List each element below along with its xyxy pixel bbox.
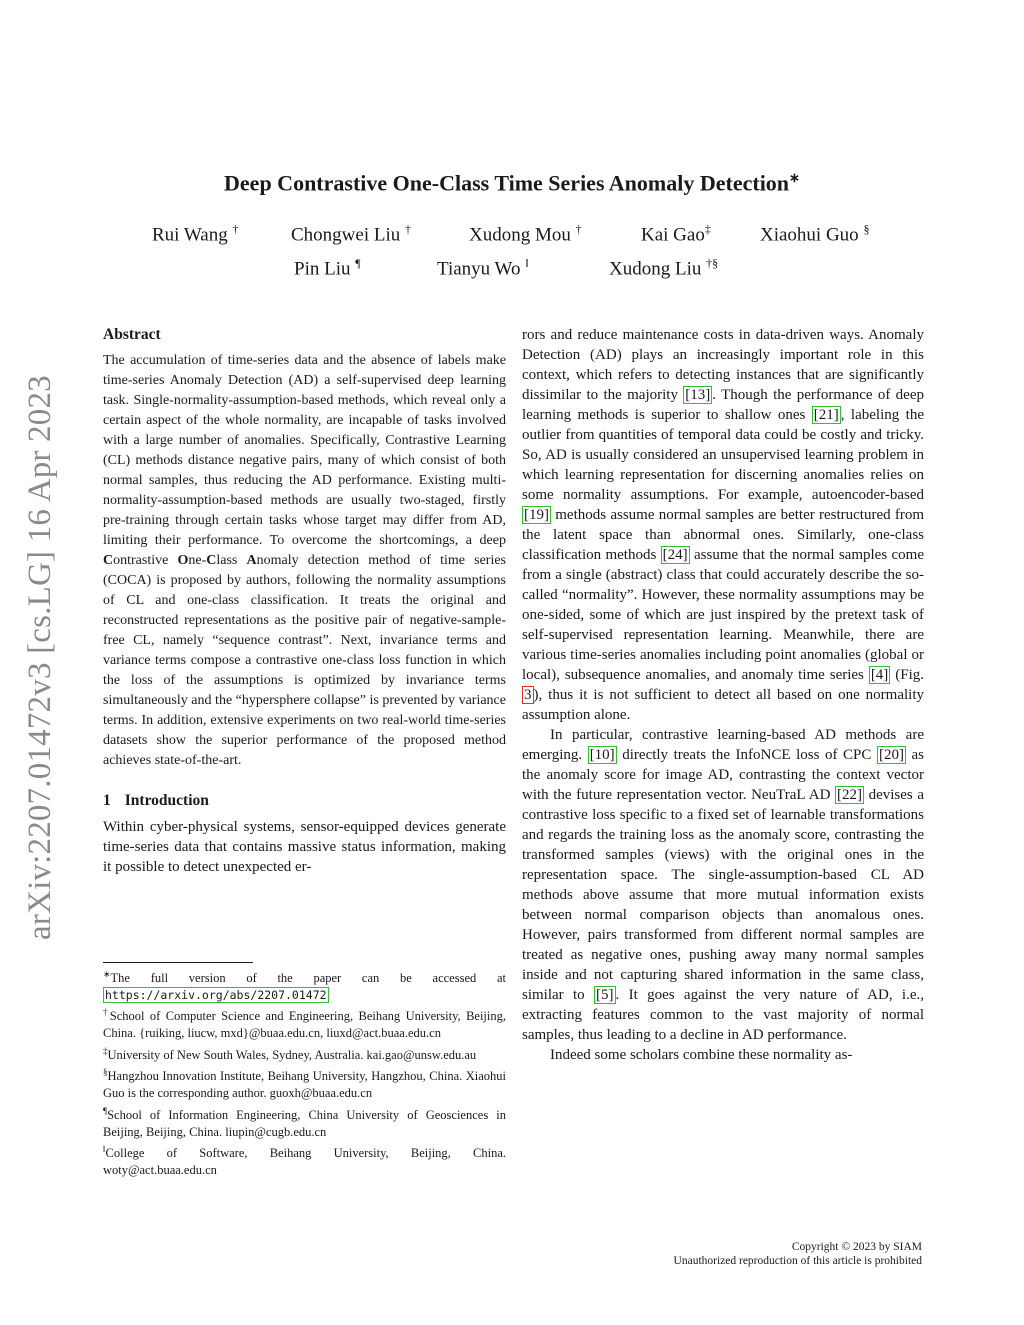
acronym-letter: O: [177, 553, 189, 568]
abstract-body: [103, 351, 506, 771]
body-text: assume that the normal samples come from a single (abstract) class that could accurately describe the so-called “normality”. However, these normality assumptions may be one-sided, some of which are just inspired by the pretext task of self-supervised representation learning. Meanwhile, there are various time-series anomalies including point anomalies (global or local), subsequence anomalies, and anomaly time series: [522, 547, 924, 683]
acronym-letter: A: [246, 553, 257, 568]
intro-paragraph: Within cyber-physical systems, sensor-equipped devices generate time-series data that contains massive status information, making it possible to detect unexpected er-: [103, 819, 506, 875]
author: [641, 222, 711, 246]
footnote: [103, 1004, 506, 1041]
author-list-row-1: [0, 222, 1024, 248]
citation-link[interactable]: [4]: [870, 667, 889, 683]
citation-link[interactable]: [5]: [596, 987, 614, 1003]
footnote-mark: †: [103, 1007, 110, 1018]
footnote-text: Hangzhou Innovation Institute, Beihang University, Hangzhou, China. Xiaohui Guo is the corresponding author. guoxh@buaa.edu.cn: [103, 1069, 506, 1101]
copyright-line: Unauthorized reproduction of this article is prohibited: [673, 1255, 922, 1267]
author-mark: †: [232, 222, 239, 236]
footnote-mark: ‡: [103, 1045, 108, 1056]
author: [469, 222, 582, 246]
author: [437, 256, 529, 280]
body-text: ), thus it is not sufficient to detect all based on one normality assumption alone.: [522, 687, 924, 723]
body-text: , labeling the outlier from quantities of temporal data could be costly and tricky. So, AD is usually considered an unsupervised learning problem in which learning representation for discerning anomalies relies on some normality assumptions. For example, autoencoder-based: [522, 407, 924, 503]
author: [152, 222, 238, 246]
body-paragraph: [522, 325, 924, 725]
footnote-text: School of Information Engineering, China University of Geosciences in Beijing, Beijing, China. liupin@cugb.edu.cn: [103, 1107, 506, 1139]
footnote: [103, 1064, 506, 1101]
author-name: Pin Liu: [294, 258, 351, 280]
body-paragraph: [522, 725, 924, 1045]
footnote: [103, 1141, 506, 1178]
footnote: [103, 966, 506, 1003]
author-name: Xudong Liu: [609, 258, 702, 280]
author-mark: †§: [706, 256, 719, 270]
acronym-letter: C: [103, 553, 114, 568]
body-text: . Though the performance of deep learning methods is superior to shallow ones: [522, 387, 924, 423]
footnote: [103, 1043, 506, 1064]
author-mark: ‡: [704, 222, 711, 236]
copyright-notice: [560, 1240, 922, 1268]
section-heading: [103, 791, 506, 811]
copyright-line: Copyright © 2023 by SIAM: [791, 1241, 922, 1253]
author: [294, 256, 361, 280]
footnote-mark: ‖: [103, 1144, 106, 1155]
author-name: Tianyu Wo: [437, 258, 521, 280]
author-name: Xiaohui Guo: [760, 224, 859, 246]
author-name: Kai Gao: [641, 224, 705, 246]
abstract-text: nomaly detection method of time series (COCA) is proposed by authors, following the normality assumptions of CL and one-class classification. It treats the original and reconstructed representations as the positive pair of negative-sample-free CL, namely “sequence contrast”. Next, invariance terms and variance terms compose a contrastive one-class loss function in which the loss of the assumptions is optimized by invariance terms simultaneously and the “hypersphere collapse” is prevented by variance terms. In addition, extensive experiments on two real-world time-series datasets show the superior performance of the proposed method achieves state-of-the-art.: [103, 553, 507, 768]
author-mark: ¶: [355, 256, 361, 270]
body-text: . It goes against the very nature of AD, i.e., extracting features common to the vast majority of normal samples, thus leading to a decline in AD performance.: [522, 987, 925, 1043]
citation-link[interactable]: [24]: [662, 547, 688, 563]
footnote-mark: §: [103, 1067, 108, 1078]
footnote-text: College of Software, Beihang University, Beijing, China. woty@act.buaa.edu.cn: [103, 1146, 506, 1177]
author: [291, 222, 411, 246]
footnote-text: School of Computer Science and Engineering, Beihang University, Beijing, China. {ruiking, liucw, mxd}@buaa.edu.cn, liuxd@act.buaa.edu.cn: [103, 1009, 507, 1041]
body-text: as the anomaly score for image AD, contrasting the context vector with the future representation vector. NeuTraL AD: [522, 747, 925, 803]
author-mark: ‖: [525, 256, 529, 270]
author-list-row-2: [0, 256, 1024, 282]
citation-link[interactable]: [13]: [685, 387, 711, 403]
author-mark: §: [863, 222, 870, 236]
body-text: In particular, contrastive learning-based AD methods are emerging.: [522, 727, 924, 763]
abstract-text: lass: [216, 553, 247, 568]
left-column: [103, 325, 506, 877]
body-text: methods assume normal samples are better restructured from the latent space than abnormal ones. Similarly, one-class classification methods: [522, 507, 924, 563]
author-name: Chongwei Liu: [291, 224, 401, 246]
paper-title: [0, 170, 1024, 196]
citation-link[interactable]: [20]: [878, 747, 904, 763]
footnote: [103, 1103, 506, 1140]
footnote-rule: [103, 962, 253, 963]
abstract-text: ne-: [188, 553, 207, 568]
acronym-letter: C: [206, 553, 217, 568]
author: [760, 222, 869, 246]
author-name: Rui Wang: [152, 224, 228, 246]
citation-link[interactable]: [22]: [837, 787, 862, 803]
footnote-mark: ¶: [103, 1105, 108, 1116]
abstract-heading: Abstract: [103, 326, 161, 343]
footnotes: [103, 962, 506, 1179]
body-text: directly treats the InfoNCE loss of CPC: [616, 747, 877, 763]
abstract-text: ontrastive: [113, 553, 178, 568]
abstract-text: The accumulation of time-series data and the absence of labels make time-series Anomaly Detection (AD) a self-supervised deep learning task. Single-normality-assumption-based methods, which reveal only a certain aspect of the whole normality, are incapable of tasks involved with a large number of anomalies. Specifically, Contrastive Learning (CL) methods distance negative pairs, many of which consist of both normal samples, thus reducing the AD performance. Existing multi-normality-assumption-based methods are usually two-staged, firstly pre-training through certain tasks whose target may differ from AD, limiting their performance. To overcome the shortcomings, a deep: [103, 353, 506, 548]
section-number: 1: [103, 792, 111, 809]
body-paragraph: Indeed some scholars combine these normality as-: [550, 1047, 853, 1063]
footnote-text: University of New South Wales, Sydney, Australia. kai.gao@unsw.edu.au: [107, 1047, 477, 1062]
author-mark: †: [405, 222, 411, 236]
footnote-mark: ∗: [103, 969, 111, 979]
author-mark: †: [575, 222, 582, 236]
section-title-text: Introduction: [124, 792, 209, 809]
author: [609, 256, 718, 280]
paper-title-text: Deep Contrastive One-Class Time Series Anomaly Detection: [224, 170, 790, 196]
citation-link[interactable]: [10]: [589, 747, 615, 763]
paper-link[interactable]: https://arxiv.org/abs/2207.01472: [105, 987, 327, 1002]
author-name: Xudong Mou: [469, 224, 571, 246]
citation-link[interactable]: [21]: [813, 407, 839, 423]
body-text: devises a contrastive loss specific to a fixed set of learnable transformations and regards the training loss as the anomaly score, contrasting the transformed samples (views) with the original ones in the representation space. The single-assumption-based CL AD methods above assume that more mutual information exists between normal comparison objects than anomalous ones. However, pairs transformed from different normal samples are treated as negative ones, pushing away many normal samples inside and not capturing shared information in the same class, similar to: [522, 787, 924, 1003]
title-footnote-mark: ∗: [789, 170, 800, 185]
body-text: (Fig.: [890, 667, 924, 683]
footnote-text: The full version of the paper can be accessed at: [110, 971, 506, 986]
body-text: rors and reduce maintenance costs in data-driven ways. Anomaly Detection (AD) plays an increasingly important role in this context, which refers to detecting instances that are significantly dissimilar to the majority: [522, 327, 924, 403]
arxiv-identifier-text: arXiv:2207.01472v3 [cs.LG] 16 Apr 2023: [22, 375, 58, 940]
figure-reference-link[interactable]: 3: [524, 687, 532, 703]
citation-link[interactable]: [19]: [524, 507, 549, 523]
right-column: [522, 325, 924, 1065]
